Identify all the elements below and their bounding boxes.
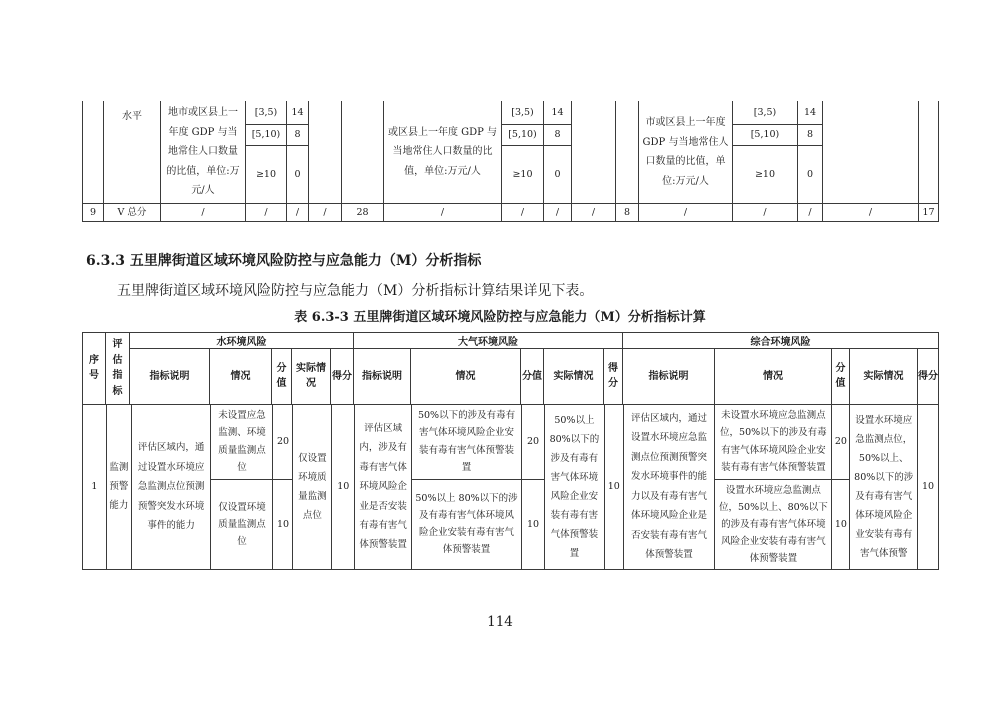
header-no: 序号 (83, 333, 106, 404)
case-cell: 50%以上 80%以下的涉及有毒有害气体环境风险企业安装有毒有害气体预警装置 (412, 480, 522, 569)
actual-cell: 50%以上 80%以下的涉及有毒有害气体环境风险企业安装有毒有害气体预警装置 (545, 405, 605, 569)
score-cell: 10 (832, 480, 850, 569)
score-cell: 14 (287, 101, 309, 124)
subheader-cell: 分值 (832, 349, 850, 404)
total-cell: / (544, 204, 572, 221)
score-cell: 0 (544, 146, 572, 203)
case-cell: [3,5) (733, 101, 798, 124)
case-score-subtable (715, 405, 850, 569)
score-cell: 20 (522, 405, 545, 479)
subheader-cell: 实际情况 (544, 349, 604, 404)
got-score-cell: 10 (605, 405, 624, 569)
subheader-cell: 指标说明 (623, 349, 715, 404)
total-cell: / (639, 204, 733, 221)
case-cell: 设置水环境应急监测点位，50%以上、80%以下的涉及有毒有害气体环境风险企业安装有毒有害气体预警装置 (715, 480, 832, 569)
case-score-subtable (502, 101, 572, 203)
row-number-cell: 9 (83, 204, 104, 221)
main-table-header (83, 333, 938, 405)
subheader-cell: 分值 (521, 349, 544, 404)
total-cell: / (502, 204, 544, 221)
total-cell: 28 (342, 204, 384, 221)
case-cell: ≥10 (502, 146, 544, 203)
header-indicator: 评估指标 (106, 333, 130, 404)
got-score-cell: 10 (332, 405, 355, 569)
cell-empty (919, 101, 939, 203)
description-cell: 评估区域内，涉及有毒有害气体环境风险企业是否安装有毒有害气体预警装置 (355, 405, 412, 569)
case-cell: ≥10 (733, 146, 798, 203)
score-cell: 0 (798, 146, 823, 203)
case-cell: 仅设置环境质量监测点位 (211, 480, 273, 569)
total-cell: / (572, 204, 616, 221)
subheader-cell: 情况 (715, 349, 832, 404)
subheader-cell: 情况 (210, 349, 272, 404)
total-cell: / (309, 204, 342, 221)
group-label: 水环境风险 (130, 333, 354, 349)
score-cell: 8 (287, 125, 309, 145)
description-cell: 评估区域内，通过设置水环境应急监测点位预测预警突发水环境事件的能力以及有毒有害气体环境风险企业是否安装有毒有害气体预警装置 (624, 405, 716, 569)
top-table (82, 101, 939, 222)
total-cell: / (384, 204, 502, 221)
indicator-cell: 水平 (104, 101, 161, 203)
case-cell: [5,10) (733, 125, 798, 145)
subheader-cell: 得分 (331, 349, 354, 404)
case-cell: [5,10) (502, 125, 544, 145)
case-cell: [3,5) (246, 101, 287, 124)
score-cell: 14 (798, 101, 823, 124)
score-cell: 10 (522, 480, 545, 569)
cell-empty (342, 101, 384, 203)
score-cell: 8 (798, 125, 823, 145)
subheader-cell: 实际情况 (850, 349, 918, 404)
subheader-cell: 得分 (918, 370, 938, 382)
description-cell: 或区县上一年度 GDP 与当地常住人口数量的比值，单位:万元/人 (384, 101, 502, 203)
got-score-cell: 10 (922, 481, 935, 493)
main-table (82, 332, 939, 570)
actual-cell: 仅设置环境质量监测点位 (293, 405, 332, 569)
total-cell: 8 (616, 204, 639, 221)
header-group-air (354, 333, 623, 404)
total-cell: / (823, 204, 919, 221)
top-table-total-row (83, 203, 939, 222)
header-group-combined (623, 333, 938, 404)
table-caption: 表 6.3-3 五里牌街道区域环境风险防控与应急能力（M）分析指标计算 (294, 310, 706, 325)
total-cell: / (287, 204, 309, 221)
page-number: 114 (487, 614, 513, 630)
total-cell: / (246, 204, 287, 221)
main-table-row-1 (83, 405, 938, 569)
total-cell: / (161, 204, 246, 221)
case-score-subtable (246, 101, 309, 203)
subheader-cell: 分值 (272, 349, 292, 404)
cell-empty (309, 101, 342, 203)
score-cell: 10 (273, 480, 293, 569)
actual-cell: 设置水环境应急监测点位，50%以上、80%以下的涉及有毒有害气体环境风险企业安装有毒有害气体预警 (850, 405, 918, 569)
subheader-cell: 得分 (604, 349, 623, 404)
cell-empty (823, 101, 919, 203)
case-cell: ≥10 (246, 146, 287, 203)
section-paragraph: 五里牌街道区域环境风险防控与应急能力（M）分析指标计算结果详见下表。 (117, 283, 594, 299)
case-cell: 未设置应急监测、环境质量监测点位 (211, 405, 273, 479)
total-label-cell: V 总分 (104, 204, 161, 221)
subheader-cell: 指标说明 (130, 349, 210, 404)
section-heading: 6.3.3 五里牌街道区域环境风险防控与应急能力（M）分析指标 (86, 253, 482, 269)
case-score-subtable (733, 101, 823, 203)
total-cell: 17 (919, 204, 939, 221)
top-table-level-row (83, 101, 939, 203)
group-label: 综合环境风险 (623, 333, 938, 349)
description-cell: 评估区域内，通过设置水环境应急监测点位预测预警突发水环境事件的能力 (132, 405, 212, 569)
case-cell: [5,10) (246, 125, 287, 145)
case-score-subtable (211, 405, 293, 569)
case-cell: [3,5) (502, 101, 544, 124)
description-cell: 地市或区县上一年度 GDP 与当地常住人口数量的比值，单位:万元/人 (161, 101, 246, 203)
case-score-subtable (412, 405, 545, 569)
subheader-cell: 指标说明 (354, 349, 411, 404)
group-label: 大气环境风险 (354, 333, 623, 349)
header-group-water (130, 333, 354, 404)
case-cell: 未设置水环境应急监测点位，50%以下的涉及有毒有害气体环境风险企业安装有毒有害气体预警装置 (715, 405, 832, 479)
score-cell: 20 (832, 405, 850, 479)
cell-empty (572, 101, 616, 203)
score-cell: 20 (273, 405, 293, 479)
total-cell: / (733, 204, 798, 221)
score-cell: 0 (287, 146, 309, 203)
row-number-cell: 1 (83, 405, 107, 569)
total-cell: / (798, 204, 823, 221)
cell-empty (616, 101, 639, 203)
indicator-cell: 监测预警能力 (107, 405, 132, 569)
score-cell: 8 (544, 125, 572, 145)
subheader-cell: 情况 (411, 349, 521, 404)
description-cell: 市或区县上一年度 GDP 与当地常住人口数量的比值，单位:万元/人 (639, 101, 733, 203)
subheader-cell: 实际情况 (292, 349, 331, 404)
cell-empty (83, 101, 104, 203)
case-cell: 50%以下的涉及有毒有害气体环境风险企业安装有毒有害气体预警装置 (412, 405, 522, 479)
score-cell: 14 (544, 101, 572, 124)
